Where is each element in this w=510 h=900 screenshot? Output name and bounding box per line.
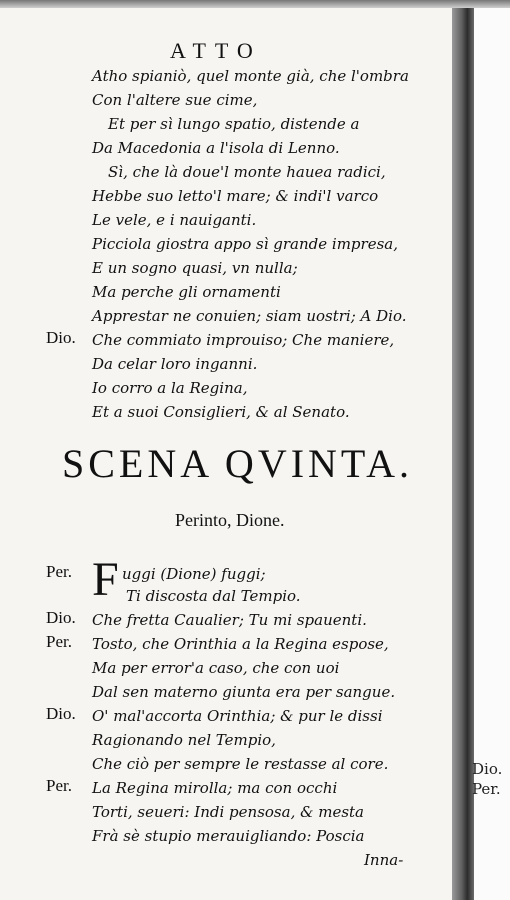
verse-line: Hebbe suo letto'l mare; & indi'l varco <box>92 187 379 205</box>
verse-line: Dal sen materno giunta era per sangue. <box>92 683 396 701</box>
verse-line: Che fretta Caualier; Tu mi spauenti. <box>92 611 367 629</box>
verse-line: Che commiato improuiso; Che maniere, <box>92 331 395 349</box>
verse-line: Sì, che là doue'l monte hauea radici, <box>108 163 386 181</box>
scene-persons: Perinto, Dione. <box>175 510 285 530</box>
book-gutter <box>452 0 474 900</box>
verse-line: Et per sì lungo spatio, distende a <box>108 115 360 133</box>
verse-line: Et a suoi Consiglieri, & al Senato. <box>92 403 350 421</box>
verse-line: Che ciò per sempre le restasse al core. <box>92 755 389 773</box>
verse-line: Tosto, che Orinthia a la Regina espose, <box>92 635 389 653</box>
verse-line: Io corro a la Regina, <box>92 379 248 397</box>
verse-line: O' mal'accorta Orinthia; & pur le dissi <box>92 707 383 725</box>
speaker-label: Dio. <box>46 704 76 723</box>
verse-line: Torti, seueri: Indi pensosa, & mesta <box>92 803 364 821</box>
verse-line: Con l'altere sue cime, <box>92 91 258 109</box>
speaker-label: Dio. <box>46 608 76 627</box>
speaker-label: Per. <box>46 562 72 581</box>
verse-line: Le vele, e i nauiganti. <box>92 211 257 229</box>
verse-line: Atho spianiò, quel monte già, che l'ombra <box>92 67 409 85</box>
verse-line: Picciola giostra appo sì grande impresa, <box>92 235 398 253</box>
facing-speaker-label: Dio. <box>472 760 503 778</box>
verse-line: La Regina mirolla; ma con occhi <box>92 779 338 797</box>
verse-line: uggi (Dione) fuggi; <box>122 565 266 583</box>
verse-line: Ma per error'a caso, che con uoi <box>92 659 340 677</box>
verse-line: Ma perche gli ornamenti <box>92 283 281 301</box>
scan-top-edge <box>0 0 510 8</box>
verse-line: E un sogno quasi, vn nulla; <box>92 259 298 277</box>
verse-line: Da celar loro inganni. <box>92 355 258 373</box>
verse-line: Ti discosta dal Tempio. <box>126 587 301 605</box>
speaker-label: Per. <box>46 776 72 795</box>
running-header: ATTO <box>170 38 262 63</box>
verse-line: Frà sè stupio merauigliando: Poscia <box>92 827 365 845</box>
speaker-label: Dio. <box>46 328 76 347</box>
speaker-label: Per. <box>46 632 72 651</box>
catchword: Inna- <box>364 851 404 869</box>
scene-title: SCENA QVINTA. <box>62 441 414 486</box>
verse-line: Ragionando nel Tempio, <box>92 731 276 749</box>
drop-cap: F <box>92 553 119 606</box>
verse-line: Apprestar ne conuien; siam uostri; A Dio. <box>92 307 407 325</box>
verse-line: Da Macedonia a l'isola di Lenno. <box>92 139 340 157</box>
facing-speaker-label: Per. <box>472 780 501 798</box>
